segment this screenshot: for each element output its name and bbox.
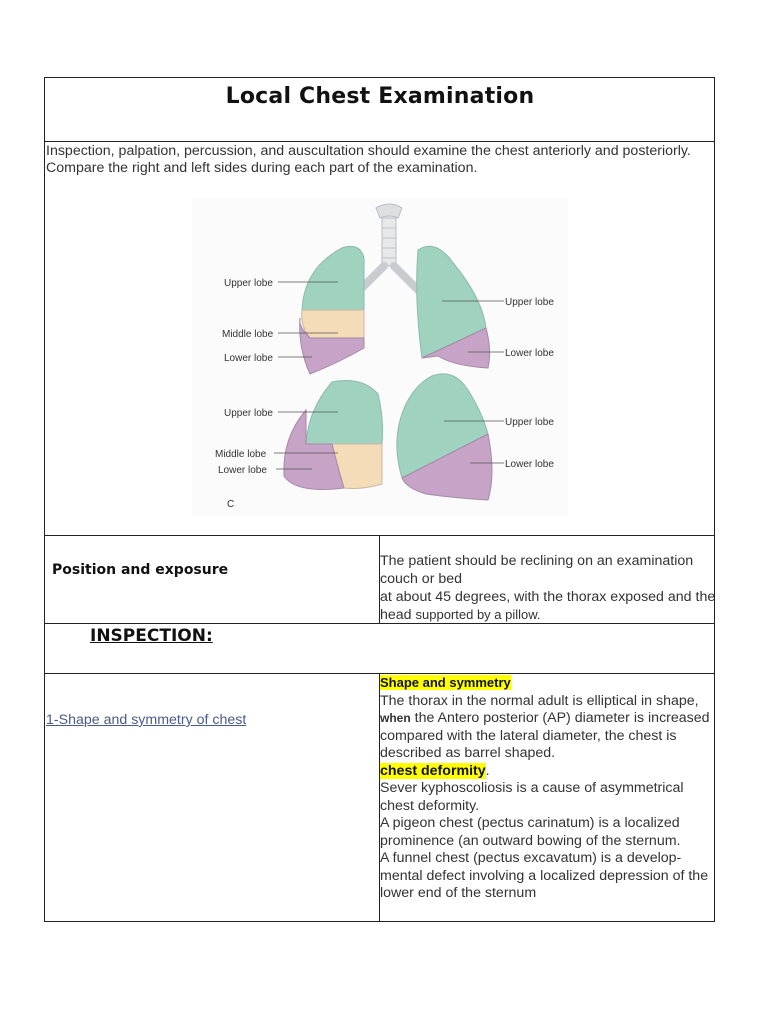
label-upper-lobe: Upper lobe bbox=[505, 417, 554, 428]
label-middle-lobe: Middle lobe bbox=[222, 329, 274, 340]
shape-symmetry-link[interactable]: 1-Shape and symmetry of chest bbox=[46, 712, 247, 728]
table-border-top bbox=[44, 77, 715, 78]
shape-paragraph bbox=[380, 693, 714, 763]
intro-line-1: Inspection, palpation, percussion, and auscultation should examine the chest anteriorly and posteriorly. bbox=[46, 143, 691, 159]
table-border-left bbox=[44, 77, 45, 922]
position-exposure-label: Position and exposure bbox=[52, 562, 229, 578]
lung-diagram-svg bbox=[192, 198, 568, 516]
label-middle-lobe: Middle lobe bbox=[215, 449, 267, 460]
position-exposure-text bbox=[380, 552, 716, 624]
label-lower-lobe: Lower lobe bbox=[218, 465, 267, 476]
deformity-paragraph-2: A pigeon chest (pectus carinatum) is a localized prominence (an outward bowing of the sternum. bbox=[380, 815, 681, 849]
deformity-paragraph-3: A funnel chest (pectus excavatum) is a develop-mental defect involving a localized depression of the lower end of the sternum bbox=[380, 850, 709, 901]
intro-line-2: Compare the right and left sides during each part of the examination. bbox=[46, 160, 478, 176]
deformity-paragraph-1: Sever kyphoscoliosis is a cause of asymmetrical chest deformity. bbox=[380, 780, 684, 814]
shape-text-a: The thorax in the normal adult is elliptical in shape, bbox=[380, 692, 699, 709]
intro-text bbox=[46, 143, 706, 177]
deformity-period: . bbox=[485, 762, 490, 779]
table-border-bottom bbox=[44, 921, 715, 922]
lung-lobes-diagram bbox=[192, 198, 568, 516]
shape-symmetry-details bbox=[380, 674, 714, 903]
row-divider bbox=[44, 141, 715, 142]
deformity-heading: chest deformity bbox=[380, 762, 486, 779]
page-title: Local Chest Examination bbox=[225, 84, 535, 109]
label-lower-lobe: Lower lobe bbox=[505, 348, 554, 359]
position-text-b-wrap bbox=[380, 588, 716, 624]
label-lower-lobe: Lower lobe bbox=[224, 353, 273, 364]
label-upper-lobe: Upper lobe bbox=[224, 408, 273, 419]
shape-heading: Shape and symmetry bbox=[380, 675, 511, 690]
inspection-heading: INSPECTION: bbox=[90, 626, 213, 646]
panel-letter: C bbox=[227, 499, 235, 510]
label-lower-lobe: Lower lobe bbox=[505, 459, 554, 470]
shape-text-b: the Antero posterior (AP) diameter is increased compared with the lateral diameter, the chest is described as barrel shaped. bbox=[380, 710, 710, 761]
label-upper-lobe: Upper lobe bbox=[224, 278, 273, 289]
position-text-b: at about 45 degrees, with the thorax exposed and the head bbox=[380, 589, 716, 623]
position-text-a: The patient should be reclining on an examination couch or bed bbox=[380, 553, 694, 587]
position-text-c: supported by a pillow. bbox=[415, 607, 541, 622]
label-upper-lobe: Upper lobe bbox=[505, 297, 554, 308]
shape-when: when bbox=[380, 711, 411, 725]
table-border-right bbox=[714, 77, 715, 922]
